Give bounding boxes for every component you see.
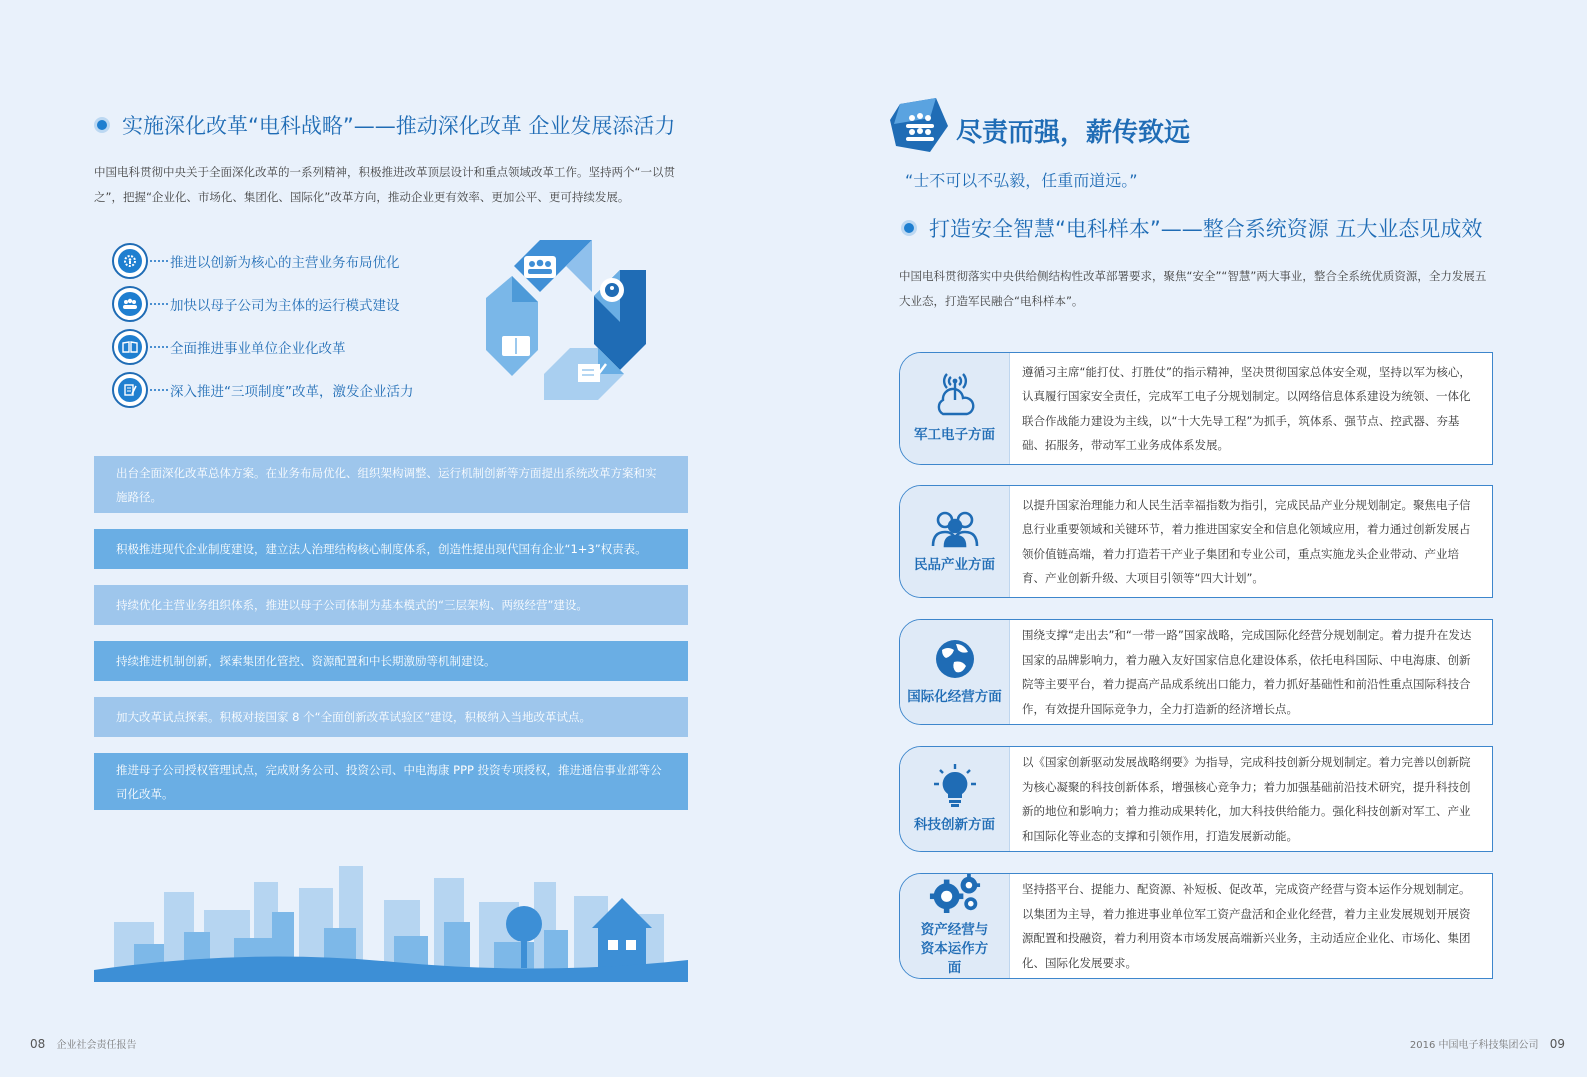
page-number: 09 xyxy=(1549,1037,1565,1051)
reform-bar-4: 持续推进机制创新，探索集团化管控、资源配置和中长期激励等机制建设。 xyxy=(94,641,688,681)
reform-bar-6: 推进母子公司授权管理试点，完成财务公司、投资公司、中电海康 PPP 投资专项授权，推进通信事业部等公司化改革。 xyxy=(94,753,688,810)
team-badge-icon xyxy=(890,98,948,154)
card-military xyxy=(899,352,1493,465)
reform-items-list xyxy=(112,243,472,408)
signal-cloud-icon xyxy=(933,372,977,418)
reform-bar-5: 加大改革试点探索。积极对接国家 8 个“全面创新改革试验区”建设，积极纳入当地改革试点。 xyxy=(94,697,688,737)
list-item xyxy=(112,286,472,322)
reform-bar-2: 积极推进现代企业制度建设，建立法人治理结构核心制度体系，创造性提出现代国有企业“1+3”权责表。 xyxy=(94,529,688,569)
people-group-icon xyxy=(112,286,148,322)
lightbulb-icon xyxy=(934,764,976,808)
footer-left-text: 企业社会责任报告 xyxy=(56,1040,137,1051)
list-item-label: 加快以母子公司为主体的运行模式建设 xyxy=(170,298,400,314)
card-label: 国际化经营方面 xyxy=(907,688,1002,705)
book-icon xyxy=(112,329,148,365)
card-text: 以《国家创新驱动发展战略纲要》为指导，完成科技创新分规划制定。着力完善以创新院为核心凝聚的科技创新体系，增强核心竞争力；着力加强基础前沿技术研究，提升科技创新的地位和影响力；着力推动成果转化，加大科技供给能力。强化科技创新对军工、产业和国际化等业态的支撑和引领作用，打造发展新动能。 xyxy=(1022,755,1471,843)
globe-icon xyxy=(934,638,976,680)
footer-right xyxy=(1410,1036,1565,1051)
card-innovation xyxy=(899,746,1493,852)
list-item-label: 全面推进事业单位企业化改革 xyxy=(170,341,346,357)
left-section-title-text: 实施深化改革“电科战略”——推动深化改革 企业发展添活力 xyxy=(122,114,676,138)
footer-left xyxy=(30,1036,136,1051)
card-label: 资产经营与资本运作方面 xyxy=(920,922,989,976)
bullet-icon xyxy=(901,220,917,236)
card-civil xyxy=(899,485,1493,598)
quote: “士不可以不弘毅，任重而道远。” xyxy=(905,171,1138,190)
page-number: 08 xyxy=(30,1037,46,1051)
list-item xyxy=(112,243,472,279)
card-text: 坚持搭平台、提能力、配资源、补短板、促改革，完成资产经营与资本运作分规划制定。以集团为主导，着力推进事业单位军工资产盘活和企业化经营，着力主业发展规划开展资源配置和投融资，着力利用资本市场发展高端新兴业务，主动适应企业化、市场化、集团化、国际化发展要求。 xyxy=(1022,882,1471,970)
footer-right-text: 2016 中国电子科技集团公司 xyxy=(1409,1040,1539,1051)
gear-person-icon xyxy=(112,243,148,279)
right-intro: 中国电科贯彻落实中央供给侧结构性改革部署要求，聚焦“安全”“智慧”两大事业，整合全系统优质资源，全力发展五大业态，打造军民融合“电科样本”。 xyxy=(899,269,1487,308)
card-text: 以提升国家治理能力和人民生活幸福指数为指引，完成民品产业分规划制定。聚焦电子信息行业重要领域和关键环节，着力推进国家安全和信息化领域应用，着力通过创新发展占领价值链高端，着力打造若干产业子集团和专业公司，重点实施龙头企业带动、产业培育、产业创新升级、大项目引领等“四大计划”。 xyxy=(1022,497,1471,585)
list-item xyxy=(112,329,472,365)
card-label: 民品产业方面 xyxy=(914,557,995,573)
left-section-title xyxy=(94,110,675,140)
reform-cycle-graphic xyxy=(486,240,652,402)
card-label: 科技创新方面 xyxy=(914,816,995,833)
card-text: 遵循习主席“能打仗、打胜仗”的指示精神，坚决贯彻国家总体安全观，坚持以军为核心，认真履行国家安全责任，完成军工电子分规划制定。以网络信息体系建设为统领、一体化联合作战能力建设为主线，以“十大先导工程”为抓手，筑体系、强节点、控武器、夯基础、拓服务，带动军工业务成体系发展。 xyxy=(1022,364,1471,452)
people-icon xyxy=(931,508,979,548)
gear-person-icon xyxy=(600,278,624,302)
right-header-title: 尽责而强，薪传致远 xyxy=(956,118,1191,148)
card-label: 军工电子方面 xyxy=(914,427,995,443)
list-item-label: 推进以创新为核心的主营业务布局优化 xyxy=(170,255,400,271)
card-capital xyxy=(899,873,1493,979)
right-section-title xyxy=(901,213,1482,243)
right-section-title-text: 打造安全智慧“电科样本”——整合系统资源 五大业态见成效 xyxy=(929,217,1483,241)
people-group-icon xyxy=(524,256,556,278)
left-intro: 中国电科贯彻中央关于全面深化改革的一系列精神，积极推进改革顶层设计和重点领域改革工作。坚持两个“一以贯之”，把握“企业化、市场化、集团化、国际化”改革方向，推动企业更有效率、更加公平、更可持续发展。 xyxy=(94,165,675,204)
document-pen-icon xyxy=(112,372,148,408)
reform-bar-3: 持续优化主营业务组织体系，推进以母子公司体制为基本模式的“三层架构、两级经营”建设。 xyxy=(94,585,688,625)
gears-icon xyxy=(928,874,982,913)
card-international xyxy=(899,619,1493,725)
bullet-icon xyxy=(94,117,110,133)
list-item-label: 深入推进“三项制度”改革，激发企业活力 xyxy=(170,384,414,400)
city-skyline-illustration xyxy=(94,852,688,982)
list-item xyxy=(112,372,472,408)
card-text: 围绕支撑“走出去”和“一带一路”国家战略，完成国际化经营分规划制定。着力提升在发达国家的品牌影响力，着力融入友好国家信息化建设体系，依托电科国际、中电海康、创新院等主要平台，着力提高产品成系统出口能力，着力抓好基础性和前沿性重点国际科技合作，有效提升国际竞争力，全力打造新的经济增长点。 xyxy=(1022,628,1472,716)
reform-bar-1: 出台全面深化改革总体方案。在业务布局优化、组织架构调整、运行机制创新等方面提出系统改革方案和实施路径。 xyxy=(94,456,688,513)
book-icon xyxy=(502,336,530,356)
